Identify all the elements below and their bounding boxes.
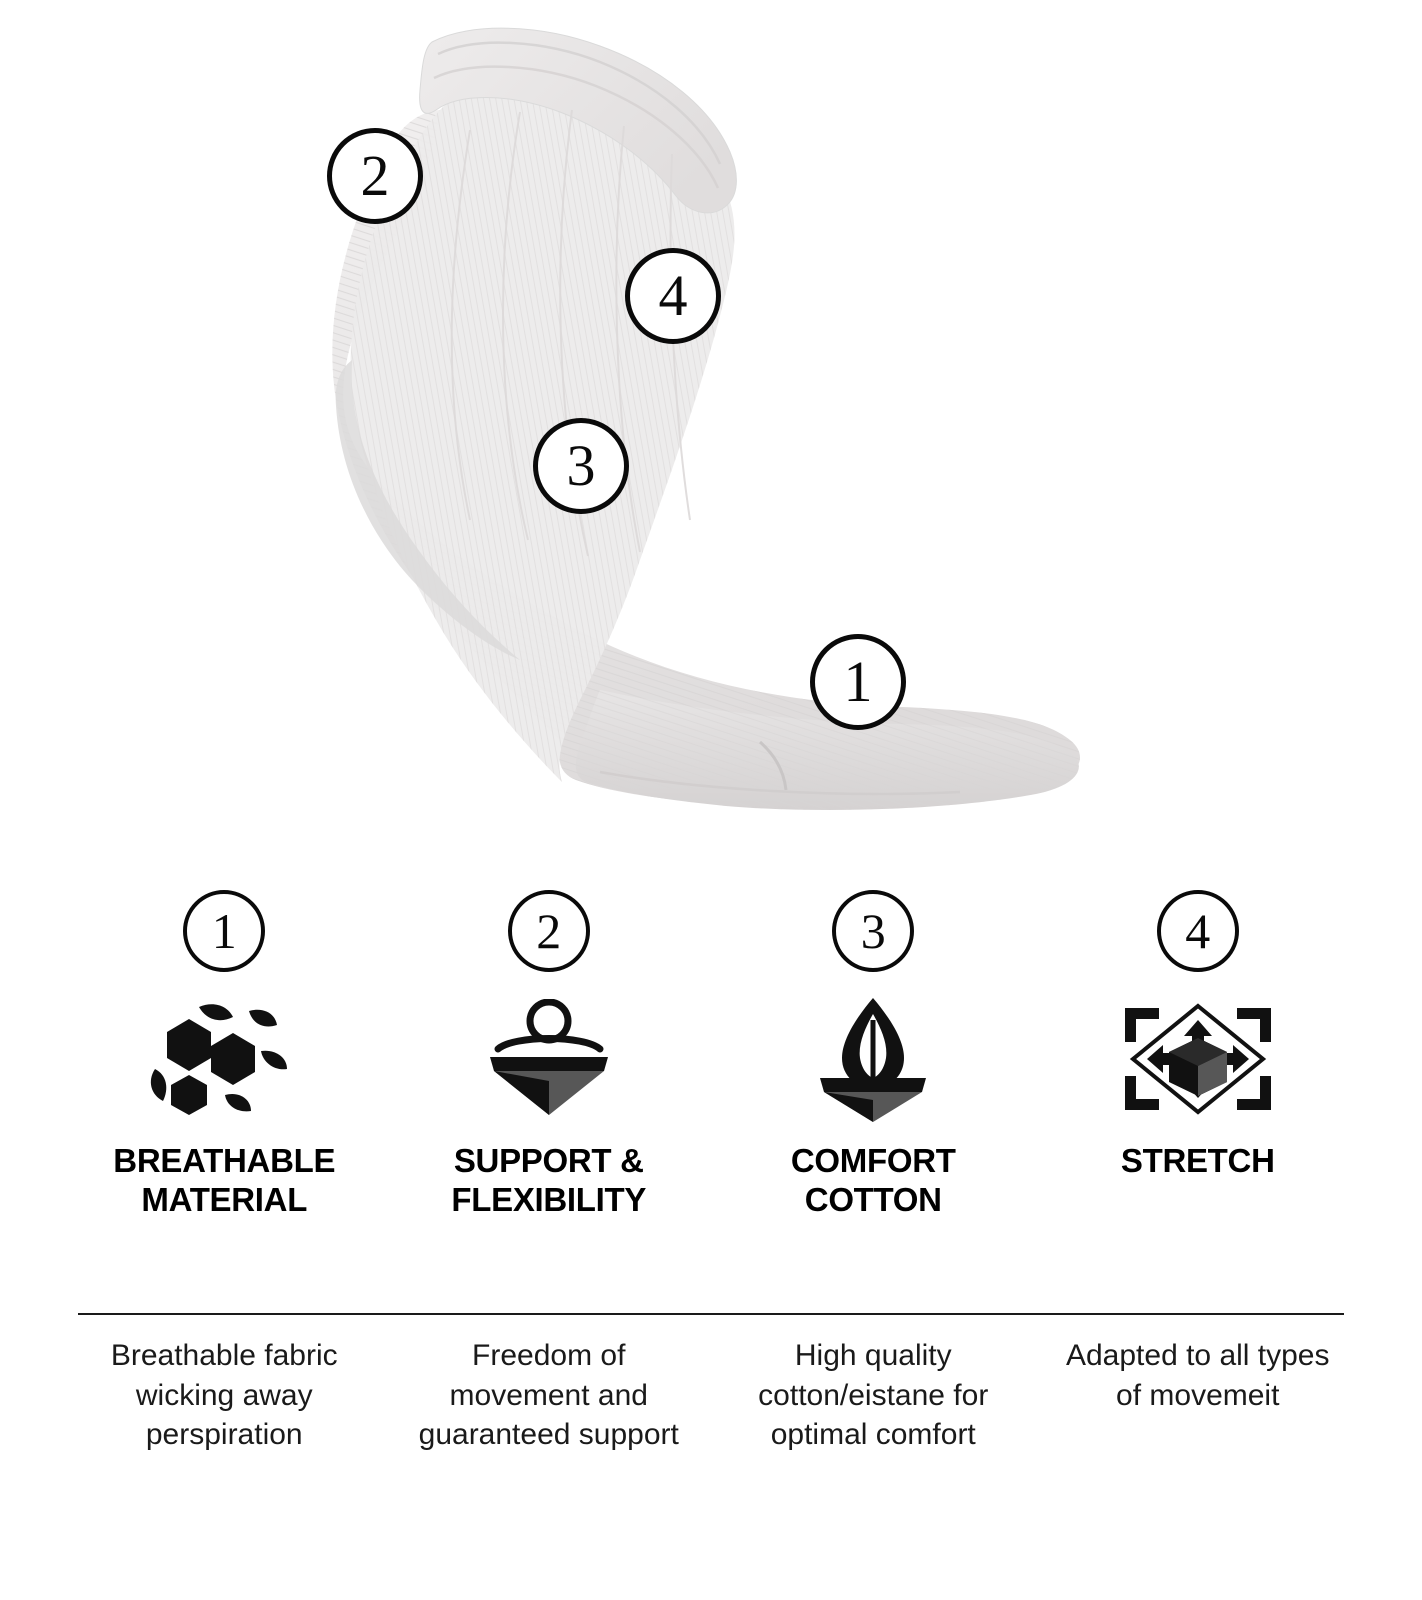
- feature-breathable-material: [62, 890, 387, 1228]
- cushion-support-icon: [454, 994, 644, 1124]
- feature-1-title: BREATHABLE MATERIAL: [113, 1142, 336, 1218]
- sock-callout-3-number: 3: [566, 433, 596, 498]
- hexagon-leaf-icon: [129, 994, 319, 1124]
- feature-4-number: 4: [1185, 903, 1211, 959]
- feature-1-number-badge: [183, 890, 265, 972]
- sock-callout-4-number: 4: [658, 263, 688, 328]
- feature-2-number-badge: [508, 890, 590, 972]
- section-divider: [78, 1313, 1344, 1315]
- feature-list: [0, 890, 1422, 1228]
- feature-1-description: Breathable fabric wicking away perspiration: [110, 1339, 338, 1452]
- feature-3-title: COMFORT COTTON: [790, 1142, 956, 1218]
- sock-callout-2-number: 2: [360, 143, 390, 208]
- feature-stretch: [1036, 890, 1361, 1228]
- sock-callout-4: [625, 248, 721, 344]
- feature-description-list: [0, 1336, 1422, 1455]
- sock-callout-1-number: 1: [843, 649, 873, 714]
- feature-3-number: 3: [860, 903, 886, 959]
- sock-callout-2: [327, 128, 423, 224]
- feature-2-number: 2: [536, 903, 562, 959]
- feature-3-description: High quality cotton/eistane for optimal comfort: [758, 1339, 989, 1452]
- cotton-leaf-icon: [778, 994, 968, 1124]
- sock-callout-3: [533, 418, 629, 514]
- feature-2-description: Freedom of movement and guaranteed support: [418, 1339, 679, 1452]
- feature-1-number: 1: [211, 903, 237, 959]
- stretch-arrows-cube-icon: [1103, 994, 1293, 1124]
- feature-3-number-badge: [832, 890, 914, 972]
- feature-comfort-cotton: [711, 890, 1036, 1228]
- sock-callout-1: [810, 634, 906, 730]
- feature-4-title: STRETCH: [1120, 1142, 1275, 1179]
- feature-4-number-badge: [1157, 890, 1239, 972]
- feature-4-description: Adapted to all types of movemeit: [1065, 1339, 1330, 1412]
- feature-2-title: SUPPORT & FLEXIBILITY: [451, 1142, 647, 1218]
- feature-support-flexibility: [387, 890, 712, 1228]
